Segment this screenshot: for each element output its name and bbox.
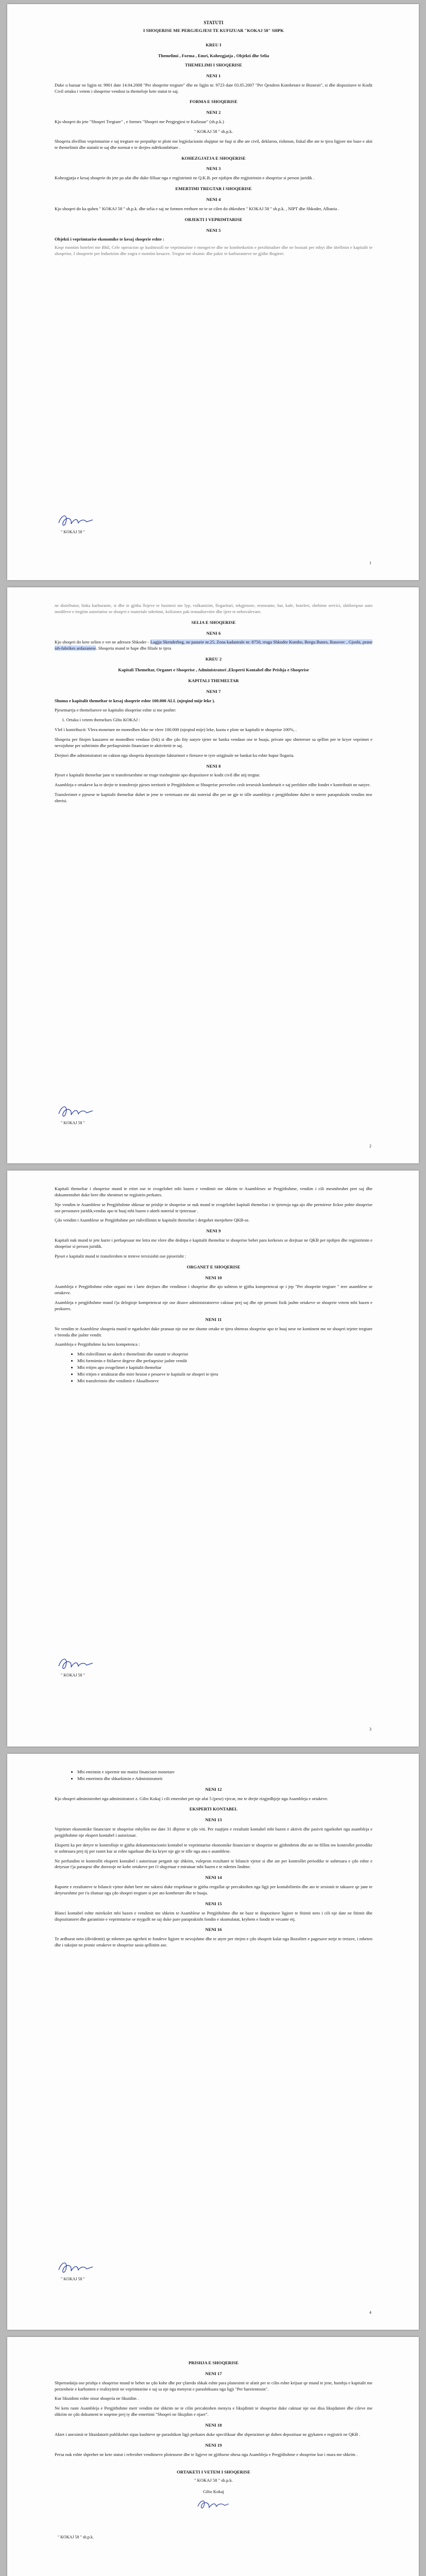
- themelimi-heading: Themelimi , Forma , Emri, Kohezgjatja , Objekti dhe Selia: [158, 53, 269, 59]
- neni-12-text: Kjo shoqeri administrohet nga administratori z. Gilto Kokaj i cili emerohet per nje afat 5 (pese) vjecar, me te drejte rizgjedhjeje nga Asambleja e ortakeve.: [55, 1795, 329, 1801]
- kreu-1: KREU I: [206, 42, 221, 48]
- neni-2-text-b: Shoqeria zhvillon veprimtarine e saj tregtare ne perputhje te plote me legjislacionin shqiptar ne fuqi si dhe ate civil, deklaron, rishmon, fiskal dhe ate te tjera ligjore me baze e akti te themelimit dhe statutit te saj dhe normat e te drejtes ndërkombëtare .: [55, 138, 372, 150]
- address-highlight: Lagjja Skenderbeg, ne pasurie nr.25, Zona kadastrale nr. 8750, rruga Shkodre Kombo, Bregu Bunes, Rusovec , Gjoshi, prane ish-fabrikes ardazanese: [55, 639, 372, 651]
- kapitali-text-c: Çdo vendim i Asamblese se Pergjithshme per rishvillimin te kapitalit themeltar i dergohet menjehere QKB-se.: [55, 1217, 250, 1223]
- document-page-4: [7, 1754, 419, 2330]
- signature-stamp: [57, 2259, 98, 2282]
- neni-14: NENI 14: [205, 1875, 222, 1880]
- list-item: • Mbi emrimin e sipermir me matisi financiare monetare: [77, 1769, 372, 1775]
- neni-2-text: Kjo shoqeri do jete "Shoqeri Tregtare" , e formes "Shoqeri me Pergjegjesi te Kufizuar" (sh.p.k.): [55, 119, 224, 125]
- list-item: • Mbi rishvillimet ne akteh e themelimit dhe statutit te shoqerise: [77, 1351, 372, 1358]
- page-number: 2: [369, 1143, 371, 1148]
- neni-8: NENI 8: [206, 763, 221, 769]
- eksperti-heading: EKSPERTI KONTABEL: [189, 1806, 238, 1812]
- neni-7-text-e: Drejtori dhe administratori ne cakton nga shoqeria depozitojne fakturimet e firmave te tyre origjinale ne bankat ku eshte hapur llogaria.: [55, 752, 295, 758]
- signature-stamp-text: " KOKAJ 58 ": [61, 2277, 85, 2281]
- neni-9-text-b: Pjeset e kapitalit mund te transferohen te treteve terxisishti ose pjeserisht :: [55, 1253, 186, 1259]
- document-page-1: [7, 4, 419, 580]
- neni-8-text-a: Pjeset e kapitalit themeltar jane te transferueshme ne rruge trashegimie apo dispozitave te kodit civil dhe atij tregtar.: [55, 772, 260, 778]
- neni-5: NENI 5: [206, 227, 221, 233]
- signature-stamp-text: " KOKAJ 58 ": [61, 1121, 85, 1125]
- signature-center: [55, 2497, 372, 2514]
- neni-10-text-b: Asambleja e pergjithshme mund t'ja delegioje kompetencat nje ose disave administratoreve caktuar prej saj dhe nje personi fizik jashte ortakeve se shoqerie vetem mbi bazen e prokures.: [55, 1300, 372, 1312]
- neni-17: NENI 17: [205, 2370, 222, 2376]
- signature-stamp-text: " KOKAJ 58 ": [61, 1673, 85, 1677]
- neni-2: NENI 2: [206, 110, 221, 115]
- neni-7: NENI 7: [206, 688, 221, 694]
- signature-stamp: [57, 512, 98, 535]
- neni-19: NENI 19: [205, 2442, 222, 2448]
- neni-11: NENI 11: [205, 1316, 222, 1322]
- neni-1: NENI 1: [206, 73, 221, 78]
- company-title: I SHOQERISE ME PERGJEGJESI TE KUFIZUAR "KOKAJ 58" SHPK: [143, 28, 284, 33]
- neni-7-text-c: Vlef i kontribucit: Vlera monetare ne monedhen leke ne vlere 100.000 (njeqind mije) leke, kuota e plote ne kapitalit te shoqerise 100%, .: [55, 727, 297, 733]
- page-number: 4: [369, 2310, 371, 2315]
- neni-9-text: Kapitali nuk mund te jete kurre i perfaqesuar me letra me vlere dhe deditpa e kapitalit themeltar te shoqerise behet para kerkeses se drejtuar ne QKB per njohjen dhe regjistrimin e shoqerise si person juridik.: [55, 1238, 372, 1249]
- company-name-line: " KOKAJ 58 " sh.p.k.: [194, 129, 233, 134]
- neni-16: NENI 16: [205, 1927, 222, 1933]
- kapitali-text-b: Nje vendim te Asamblese se Pergjithshme shkruar ne prishje te shoqerise se nuk mund te zvogelohet kapitali themeltar i te tjeteruja nga ajo dhe permirese fickse pohte shoqerise ose personave juridik,vendas apo te huaj mbi bazen e akteh noterial te tjetersuar .: [55, 1201, 372, 1213]
- kapitali-heading: KAPITALI THEMELTAR: [188, 677, 239, 683]
- objekti-title: Objekti i veprimtarise ekonomike te kesaj shoqerie eshte :: [55, 236, 164, 242]
- neni-15: NENI 15: [205, 1901, 222, 1906]
- kreu-2: KREU 2: [205, 656, 222, 662]
- list-item: • Mbi transferimin dhe vendimit e Akualbonrve: [77, 1378, 372, 1384]
- neni-13-text-c: Ne perfundim te kontrollit eksperti kontabel i autorizuar pergatit nje shkrim, vulepron rezultatet te bilancit vjetor si dhe ate per kontrollet periodike te ushtruara e çdo eshte e detyruar t'ja paraqese dhe dorezoje ne kohe ortakeve per t'i shqyrtuar e miratuar mbi bazen e te ndertes lindme.: [55, 1858, 372, 1870]
- neni-4-text: Kjo shoqeri do ka quhen " KOKAJ 58 " sh.p.k. dhe selia e saj ne formen rrethore ne te se cilen do shkruhen " KOKAJ 58 " sh.p.k. , NIPT dhe Shkoder, Albania .: [55, 206, 339, 211]
- neni-12: NENI 12: [205, 1786, 222, 1792]
- neni-16-text: Te ardhurat neto (dividentit) qe mbeten pas ngrehrit te fondeve ligjore te nevojshme dhe te atyre per ritrjen e çdo shoqerit kalat nga Bozolitet e pagesave netje te tretave, i mbeten dhe i takojne ne pronie ortakeve te shoqerise sasio qellinim ase.: [55, 1936, 372, 1948]
- list-item: • Mbi emerimin dhe shkarkimin e Administratorit: [77, 1776, 372, 1782]
- sole-shareholder-label: ORTAKETI I VETEM I SHOQERISE: [177, 2469, 250, 2475]
- neni-6-pre: Kjo shoqeri do kete selien e vet ne adresen Shkoder -: [55, 639, 150, 645]
- neni-13-text-a: Veprimet ekonomike financiare te shoqerise mbyllen me date 31 dhjetor te çdo viti. Per ruajtjen e rezultatit kontabel mbi bazen e aktivit dhe pasivit ngarkohet nga asambleja e pergjithshme nje ekspert kontabel i autorizuar.: [55, 1826, 372, 1838]
- list-item: • Mbi rritjen apo zvogelimet e kapitalit themeltar: [77, 1365, 372, 1371]
- neni-6-post: . Shoqeria mund te hape dhe filiale te tjera: [96, 646, 172, 651]
- neni-18: NENI 18: [205, 2422, 222, 2428]
- neni-3: NENI 3: [206, 166, 221, 172]
- neni-1-text: Duke u bazuar ne ligjin nr. 9901 date 14.04.2008 "Per shoqerite tregtare" dhe ne ligjin nr. 9723 date 03.05.2007 "Per Qendren Kombetare te Biznesit", si dhe dispozitave te Kodit Civil ortaku i vetem i shoqerise vendosi ta themeloje kete statut te saj.: [55, 82, 372, 94]
- neni-15-text: Blanci kontabel eshte mirekolet mbi bazen e vendimit me shkrim te Asamblese se Pergjithshme dhe ne baze te dispozitave ligjore te fitimit neto i cili nje date ne fitimit dhe dispozitatoret dhe garantisie e veprimtarise se mygullt ne saj duke pare paraprakisht fondin e skumulatat, kryhem e fondit te vecante etj.: [55, 1910, 372, 1922]
- neni-3-text: Kohezgjatja e kesaj shoqerie do jete pa afat dhe duke filluar nga e regjistrimit ne Q.K.B. per njohjen dhe regjistrimin e shoqerise si person juridik .: [55, 175, 315, 181]
- prishja-heading: PRISHJA E SHOQERISE: [189, 2360, 238, 2365]
- objekti-heading: OBJEKTI I VEPRIMTARISE: [184, 216, 243, 222]
- neni-17-text-c: Ne keto raste Asambleja e Pergjithshme merr vendim me shkrim ne te cilin percaktohen menyra e likujdimit te shoqerise duke caktuar nje ose disa likujdatore dhe cileve me shkrim ne çdo dokument te soqeme prej ty dhe emertimi "Shoqeri ne likujdim e njaer".: [55, 2405, 372, 2417]
- signature-stamp-text: " KOKAJ 58 ": [61, 530, 85, 534]
- neni-17-text-b: Kur likuidimi eshte nisur shoqeria ne likuidim .: [55, 2396, 139, 2401]
- neni-4: NENI 4: [206, 197, 221, 202]
- neni-7-text-a: Shuma e kapitalit themeltar te kesaj shoqerie eshte 100.000 ALL (njeqind mije leke ).: [55, 698, 215, 703]
- neni-18-text: Aktet i aneximit te likuidatorit publikohet sipas kushteve qe parashikon ligji perkates duke specifikuar dhe shpenzimet qe duhen depozituar ne gjykaten e regjistrit ne QKB .: [55, 2431, 361, 2437]
- neni-11-text-b: Asambleja e Pergjithshme ka keto kompetenca :: [55, 1342, 140, 1347]
- stamp-bottom: " KOKAJ 58 " sh.p.k.: [58, 2534, 94, 2539]
- neni-9: NENI 9: [206, 1228, 221, 1234]
- neni-13-text-b: Eksperti ka per detyre te kontrolloje te gjitha dokumentacionin kontabel te veprimtarise ekonomike financiare te shoqerise ne gjithmbrim dhe ate ne fillim nw kontrollet periodike te ushtruara prej tij per rastet kur ai eshte ngarkuar dhe ka kryer nje gje te tille nga ana e asamblese.: [55, 1842, 372, 1854]
- page-number: 3: [369, 1726, 371, 1732]
- objekti-continued: ne distributor, linka karburante, si dhe te gjitha llojeve te businesi me lyp, vulkanizim, llogaritari, tekgjenore, restorante, bar, kafe, hoteleri, shebime servici, shitberqose auto modileve e tregtim autoriatise se shoqeri e materiale ndertimi, kolisionx pak tronadisevitre dhe tjere te nehovalevare.: [55, 603, 372, 614]
- competences-list-continued: [55, 1769, 372, 1782]
- document-page-5: [7, 2337, 419, 2576]
- sole-shareholder-name: Gilto Kokaj: [203, 2489, 224, 2495]
- neni-8-text-b: Asambleja e ortakeve ka te drejte te transferoje pjeses territorit te Pergjithshem se Shoqerise perverlen cesh tersesish kombetarit e saj perfshire edhe fondet e kontributit ne natyre.: [55, 782, 371, 788]
- emertimi-heading: EMERTIMI TREGTAR I SHOQERISE: [175, 186, 252, 192]
- selia-heading: SELIA E SHOQERISE: [191, 619, 236, 625]
- neni-17-text-a: Shpersndaija ose prishja e shoqerise mund te behet ne çdo kohe dhe per çfaredo shkak eshte para planesimi te afatit per te cilin eshte krijuar qe mund te jene, humbja e kapitalit me perzenheie e karbonten e realizyimit ne veprimtarine e saj sa nje nga menyrat e parashikuara nga ligji "Per hareientosin".: [55, 2380, 372, 2392]
- list-item: • Mbi rritjen e strukturat dhe mire hesion e pesueve te kapitalit ne shoqeri te tjera: [77, 1371, 372, 1378]
- neni-6-text: [55, 639, 372, 652]
- document-page-3: [7, 1171, 419, 1747]
- signature-scribble: [196, 2497, 232, 2512]
- document-page-2: [7, 587, 419, 1163]
- kapitali-text-a: Kapitali themeltar i shoqerise mund te rritet ose te zvogelohet mbi bazen e vendimit me shkrim te Asambleses se Pergjithshme, vendim i cili mesmbruhet pret saj dhe dokumentohet duke bere dhe shenimet ne regjistrin perkates.: [55, 1186, 372, 1197]
- neni-7-text-b: Pjesemarrja e themeluesve ne kapitalin shoqerise eshte si me poshte:: [55, 707, 177, 713]
- neni-5-text: Keqe montim hoteleri me Bhil, Cele operacion qe kushtezoll ne veprimtarine e mengecve dhe ne kombetkotim e perzhirudore dhe ne bosnati per mbyt dhe shellmin e kapitalit te shoqerise, I shoqeerie per Induetzim dhe zogra e montim kesacre. Tregtar me shumic dhe pakic te karburanteve ne gjithe Bogiere.: [55, 245, 372, 257]
- forma-heading: FORMA E SHOQERISE: [190, 99, 237, 105]
- shareholder-item: 1. Ortaku i vetem themelues Gilto KOKAJ :: [62, 717, 140, 723]
- themelimi-subheading: THEMELIMI I SHOQERISE: [185, 62, 242, 67]
- neni-10-text-a: Asambleja e Pergjithshme eshte organi me i larte drejtues dhe vendimor i shoqerise dhe ajo ushtron te gjitha kompetencat qe i jep "Per shoqerite tregtare " tere asamblese se ortakeve.: [55, 1284, 372, 1296]
- signature-scribble: [57, 1655, 98, 1672]
- neni-19-text: Persa nuk eshte shpreher ne kete statut i referohet vendimeve ploteusese dhe te ligjeve ne gjithsese ohesa nga Asambleja e Pergjithshme e shoqerise kur i mara me shkrim .: [55, 2451, 358, 2457]
- kohezgjatja-heading: KOHEZGJATJA E SHOQERISE: [181, 155, 246, 161]
- signature-scribble: [57, 512, 98, 529]
- neni-8-text-c: Transferimet e pjesese te kapitalit themeltar duhet te jene te vertetuara me akt noterial dhe per ne gje te tille asambleja e pergjithshme duhet te merre paraprakisht vendim mw sherisi.: [55, 792, 372, 804]
- page-number: 1: [369, 560, 371, 565]
- signature-scribble: [57, 2259, 98, 2276]
- signature-scribble: [57, 1103, 98, 1120]
- neni-13: NENI 13: [205, 1817, 222, 1823]
- signature-stamp: [57, 1103, 98, 1126]
- sole-shareholder-company: " KOKAJ 58 " sh.p.k.: [194, 2478, 233, 2483]
- list-item: • Mbi formimin e fitilaeve degeve dhe perfaqesise jashte vendit: [77, 1358, 372, 1364]
- statute-title: STATUTI: [203, 20, 224, 25]
- organet-heading: ORGANET E SHOQERISE: [186, 1264, 241, 1269]
- neni-10: NENI 10: [205, 1275, 222, 1280]
- neni-14-text: Raporte e rezultateve te bilancit vjetor duhet bere me saktesi duke respektuar te gjitha rregullat qe percaktohen nga ligji per kontabilitetin dhe ato te sexionit te takuave qe jane te detyrueshme per t'u zbatuar nga çdo shoqeri tregtare si per ato kombetare dhe te huaja.: [55, 1884, 372, 1896]
- signature-stamp: [57, 1655, 98, 1678]
- neni-11-text-a: Ne vendim te Asamblese shoqeria mund te ngarkohet duke pranuar nje ose me shume ortake te tjera shteteas shoqerise apo te huaj nese ne kontinent me ne shoqeri tejeter tregtare e brenda dhe jashte vendit.: [55, 1326, 372, 1337]
- kreu-2-heading: Kapitali Themeltar, Organet e Shoqerise , Administratori ,Eksperti Kontabel dhe Prishja e Shoqerise: [118, 667, 309, 673]
- neni-7-text-d: Shoqeria per fitojen kauzaren ne monedhen vendase (lek) si dhe çdo fity natyre tjeter ne banka vendase ose te huaja, private apo shteterore sa qellim per te kryer veprimet e nevojshme per ushtrimin dhe perfaqesimin financiare te aktivitetit te saj.: [55, 737, 372, 748]
- neni-6: NENI 6: [206, 630, 221, 636]
- competences-list: [55, 1351, 372, 1384]
